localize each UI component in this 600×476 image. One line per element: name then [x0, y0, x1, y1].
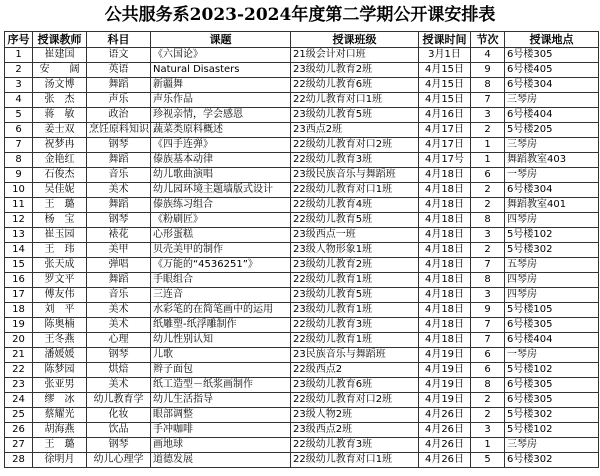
cell-class: 23级幼儿教育2班	[291, 63, 419, 78]
header-topic: 课题	[151, 32, 291, 48]
cell-location: 四琴房	[505, 273, 599, 288]
cell-index: 20	[5, 333, 33, 348]
cell-teacher: 王冬燕	[33, 333, 87, 348]
cell-class: 23西点2班	[291, 123, 419, 138]
cell-class: 22级幼儿教育5班	[291, 213, 419, 228]
cell-time: 4月26日	[419, 438, 471, 453]
cell-topic: 珍视亲情，学会感恩	[151, 108, 291, 123]
cell-topic: 《四手连弹》	[151, 138, 291, 153]
cell-period: 3	[471, 228, 505, 243]
cell-index: 22	[5, 363, 33, 378]
cell-location: 四琴房	[505, 213, 599, 228]
cell-index: 13	[5, 228, 33, 243]
cell-index: 18	[5, 303, 33, 318]
cell-subject: 美术	[87, 378, 151, 393]
cell-location: 5号楼102	[505, 363, 599, 378]
cell-time: 4月19日	[419, 363, 471, 378]
cell-period: 2	[471, 243, 505, 258]
cell-subject: 音乐	[87, 288, 151, 303]
table-row	[5, 78, 599, 93]
cell-period: 2	[471, 408, 505, 423]
cell-class: 22级西点2	[291, 363, 419, 378]
cell-subject: 幼儿心理学	[87, 453, 151, 468]
cell-location: 一琴房	[505, 168, 599, 183]
cell-index: 6	[5, 123, 33, 138]
cell-topic: 画地球	[151, 438, 291, 453]
cell-subject: 弹唱	[87, 258, 151, 273]
cell-teacher: 王 玮	[33, 243, 87, 258]
cell-teacher: 姜士双	[33, 123, 87, 138]
cell-period: 8	[471, 78, 505, 93]
cell-index: 17	[5, 288, 33, 303]
cell-location: 6号楼304	[505, 78, 599, 93]
cell-index: 4	[5, 93, 33, 108]
table-row	[5, 333, 599, 348]
cell-subject: 政治	[87, 108, 151, 123]
cell-class: 22级幼儿教育3班	[291, 318, 419, 333]
table-row	[5, 393, 599, 408]
cell-time: 4月26日	[419, 423, 471, 438]
cell-class: 23级幼儿教育5班	[291, 288, 419, 303]
cell-teacher: 张亚男	[33, 378, 87, 393]
cell-subject: 舞蹈	[87, 78, 151, 93]
cell-location: 三琴房	[505, 438, 599, 453]
cell-class: 22级幼儿教育对口1班	[291, 183, 419, 198]
cell-class: 23级人物2班	[291, 408, 419, 423]
cell-location: 6号楼305	[505, 393, 599, 408]
cell-subject: 饮品	[87, 423, 151, 438]
table-row	[5, 363, 599, 378]
cell-index: 26	[5, 423, 33, 438]
cell-location: 6号楼404	[505, 108, 599, 123]
table-row	[5, 153, 599, 168]
cell-teacher: 王 璐	[33, 438, 87, 453]
cell-period: 3	[471, 423, 505, 438]
cell-time: 4月17日	[419, 123, 471, 138]
cell-teacher: 崔建国	[33, 48, 87, 63]
cell-topic: 手眼组合	[151, 273, 291, 288]
cell-teacher: 石俊杰	[33, 168, 87, 183]
cell-period: 1	[471, 153, 505, 168]
cell-period: 8	[471, 378, 505, 393]
cell-class: 23民族音乐与舞蹈班	[291, 348, 419, 363]
cell-class: 22级幼儿教育4班	[291, 198, 419, 213]
table-row	[5, 138, 599, 153]
cell-class: 21级会计对口班	[291, 48, 419, 63]
cell-index: 10	[5, 183, 33, 198]
table-row	[5, 243, 599, 258]
cell-subject: 钢琴	[87, 138, 151, 153]
cell-teacher: 陈梦园	[33, 363, 87, 378]
cell-location: 6号楼304	[505, 183, 599, 198]
table-body	[5, 48, 599, 468]
cell-time: 4月18日	[419, 243, 471, 258]
cell-topic: 幼儿歌曲演唱	[151, 168, 291, 183]
cell-teacher: 金艳红	[33, 153, 87, 168]
cell-subject: 舞蹈	[87, 153, 151, 168]
cell-subject: 美甲	[87, 243, 151, 258]
cell-subject: 钢琴	[87, 348, 151, 363]
cell-time: 4月18日	[419, 168, 471, 183]
cell-subject: 烹饪原料知识	[87, 123, 151, 138]
cell-topic: 声乐作品	[151, 93, 291, 108]
cell-location: 一琴房	[505, 348, 599, 363]
cell-class: 23级幼儿教育1班	[291, 303, 419, 318]
cell-teacher: 缪 冰	[33, 393, 87, 408]
table-row	[5, 453, 599, 468]
cell-subject: 钢琴	[87, 438, 151, 453]
cell-period: 1	[471, 138, 505, 153]
cell-time: 4月18日	[419, 198, 471, 213]
cell-subject: 舞蹈	[87, 198, 151, 213]
cell-period: 6	[471, 168, 505, 183]
cell-location: 三琴房	[505, 138, 599, 153]
cell-teacher: 汤文博	[33, 78, 87, 93]
cell-teacher: 刘 平	[33, 303, 87, 318]
cell-subject: 烘焙	[87, 363, 151, 378]
cell-period: 7	[471, 318, 505, 333]
table-row	[5, 408, 599, 423]
cell-time: 4月19日	[419, 393, 471, 408]
table-row	[5, 93, 599, 108]
cell-subject: 舞蹈	[87, 273, 151, 288]
cell-index: 9	[5, 168, 33, 183]
cell-time: 4月16日	[419, 108, 471, 123]
cell-class: 23级西点一班	[291, 228, 419, 243]
cell-topic: 《万能的“4536251”》	[151, 258, 291, 273]
cell-time: 4月18日	[419, 318, 471, 333]
table-header	[5, 32, 599, 48]
cell-index: 11	[5, 198, 33, 213]
cell-topic: 《粉刷匠》	[151, 213, 291, 228]
cell-time: 4月18日	[419, 183, 471, 198]
cell-period: 2	[471, 123, 505, 138]
cell-teacher: 王 璐	[33, 198, 87, 213]
cell-teacher: 徐明月	[33, 453, 87, 468]
cell-topic: 水彩笔的在简笔画中的运用	[151, 303, 291, 318]
cell-class: 23级西点2班	[291, 423, 419, 438]
table-row	[5, 123, 599, 138]
cell-period: 2	[471, 393, 505, 408]
cell-time: 4月18日	[419, 228, 471, 243]
cell-topic: 辫子面包	[151, 363, 291, 378]
cell-teacher: 胡海燕	[33, 423, 87, 438]
cell-location: 5号楼302	[505, 408, 599, 423]
cell-period: 6	[471, 363, 505, 378]
cell-time: 4月15日	[419, 63, 471, 78]
table-row	[5, 438, 599, 453]
cell-index: 14	[5, 243, 33, 258]
table-row	[5, 318, 599, 333]
cell-subject: 声乐	[87, 93, 151, 108]
cell-subject: 美术	[87, 318, 151, 333]
cell-time: 4月18日	[419, 213, 471, 228]
cell-topic: 幼儿园环境主题墙版式设计	[151, 183, 291, 198]
cell-class: 22级幼儿教育3班	[291, 153, 419, 168]
cell-location: 6号楼305	[505, 378, 599, 393]
cell-topic: 眼部调整	[151, 408, 291, 423]
cell-subject: 心理	[87, 333, 151, 348]
cell-class: 23级人物形象1班	[291, 243, 419, 258]
cell-teacher: 陈奥楠	[33, 318, 87, 333]
cell-location: 5号楼105	[505, 303, 599, 318]
header-time: 授课时间	[419, 32, 471, 48]
cell-time: 4月19日	[419, 348, 471, 363]
cell-time: 4月18日	[419, 273, 471, 288]
header-row	[5, 32, 599, 48]
table-row	[5, 63, 599, 78]
cell-topic: Natural Disasters	[151, 63, 291, 78]
cell-location: 6号楼305	[505, 48, 599, 63]
cell-topic: 傣族基本动律	[151, 153, 291, 168]
cell-subject: 美术	[87, 303, 151, 318]
header-teacher: 授课教师	[33, 32, 87, 48]
cell-index: 21	[5, 348, 33, 363]
cell-teacher: 张天成	[33, 258, 87, 273]
cell-class: 22级幼儿教育对口2班	[291, 138, 419, 153]
table-row	[5, 183, 599, 198]
cell-index: 24	[5, 393, 33, 408]
cell-subject: 英语	[87, 63, 151, 78]
table-row	[5, 258, 599, 273]
cell-subject: 裱花	[87, 228, 151, 243]
table-row	[5, 378, 599, 393]
cell-index: 1	[5, 48, 33, 63]
cell-subject: 音乐	[87, 168, 151, 183]
cell-location: 6号楼302	[505, 453, 599, 468]
cell-location: 5号楼102	[505, 423, 599, 438]
table-row	[5, 228, 599, 243]
header-location: 授课地点	[505, 32, 599, 48]
cell-subject: 钢琴	[87, 213, 151, 228]
table-row	[5, 348, 599, 363]
cell-teacher: 潘媛媛	[33, 348, 87, 363]
cell-topic: 傣族练习组合	[151, 198, 291, 213]
cell-subject: 美术	[87, 183, 151, 198]
cell-period: 3	[471, 108, 505, 123]
cell-location: 四琴房	[505, 288, 599, 303]
cell-topic: 新疆舞	[151, 78, 291, 93]
cell-period: 6	[471, 348, 505, 363]
cell-time: 4月15日	[419, 78, 471, 93]
cell-topic: 贝壳美甲的制作	[151, 243, 291, 258]
cell-topic: 三连音	[151, 288, 291, 303]
cell-topic: 道德发展	[151, 453, 291, 468]
cell-period: 7	[471, 93, 505, 108]
cell-subject: 语文	[87, 48, 151, 63]
cell-index: 19	[5, 318, 33, 333]
cell-class: 22级幼儿教育6班	[291, 78, 419, 93]
cell-class: 22级幼儿教育3班	[291, 438, 419, 453]
cell-period: 5	[471, 453, 505, 468]
cell-index: 5	[5, 108, 33, 123]
table-row	[5, 108, 599, 123]
cell-index: 25	[5, 408, 33, 423]
cell-index: 16	[5, 273, 33, 288]
table-row	[5, 48, 599, 63]
cell-time: 4月17号	[419, 153, 471, 168]
table-row	[5, 288, 599, 303]
cell-topic: 纸工造型－纸浆画制作	[151, 378, 291, 393]
cell-topic: 儿歌	[151, 348, 291, 363]
cell-teacher: 蔡耀光	[33, 408, 87, 423]
cell-topic: 纸雕塑-纸浮雕制作	[151, 318, 291, 333]
cell-class: 23级民族音乐与舞蹈班	[291, 168, 419, 183]
cell-class: 23级幼儿教育2班	[291, 258, 419, 273]
cell-time: 4月26日	[419, 408, 471, 423]
cell-period: 8	[471, 213, 505, 228]
cell-index: 28	[5, 453, 33, 468]
cell-subject: 化妆	[87, 408, 151, 423]
cell-location: 5号楼205	[505, 123, 599, 138]
cell-subject: 幼儿教育学	[87, 393, 151, 408]
cell-time: 4月15日	[419, 93, 471, 108]
cell-period: 9	[471, 303, 505, 318]
cell-location: 6号楼404	[505, 333, 599, 348]
page-title: 公共服务系2023-2024年度第二学期公开课安排表	[104, 5, 496, 25]
cell-teacher: 安 阔	[33, 63, 87, 78]
cell-topic: 幼儿生活指导	[151, 393, 291, 408]
cell-teacher: 祝梦冉	[33, 138, 87, 153]
cell-topic: 幼儿性别认知	[151, 333, 291, 348]
header-subject: 科目	[87, 32, 151, 48]
cell-period: 7	[471, 258, 505, 273]
cell-time: 4月18日	[419, 303, 471, 318]
cell-class: 22级幼儿教育1班	[291, 273, 419, 288]
cell-class: 22级幼儿教育对口1班	[291, 453, 419, 468]
cell-time: 4月26日	[419, 453, 471, 468]
table-row	[5, 213, 599, 228]
header-period: 节次	[471, 32, 505, 48]
cell-teacher: 崔玉园	[33, 228, 87, 243]
cell-location: 三琴房	[505, 93, 599, 108]
cell-location: 五琴房	[505, 258, 599, 273]
cell-index: 23	[5, 378, 33, 393]
cell-index: 12	[5, 213, 33, 228]
cell-topic: 手冲咖啡	[151, 423, 291, 438]
cell-period: 9	[471, 63, 505, 78]
cell-period: 7	[471, 333, 505, 348]
cell-class: 23级幼儿教育6班	[291, 378, 419, 393]
cell-time: 4月18日	[419, 258, 471, 273]
cell-teacher: 蒋 敏	[33, 108, 87, 123]
cell-index: 2	[5, 63, 33, 78]
cell-period: 2	[471, 198, 505, 213]
table-row	[5, 273, 599, 288]
cell-index: 3	[5, 78, 33, 93]
table-row	[5, 423, 599, 438]
cell-location: 舞蹈教室401	[505, 198, 599, 213]
cell-index: 15	[5, 258, 33, 273]
header-index: 序号	[5, 32, 33, 48]
cell-period: 1	[471, 438, 505, 453]
cell-location: 5号楼302	[505, 243, 599, 258]
cell-location: 5号楼102	[505, 228, 599, 243]
cell-teacher: 张 杰	[33, 93, 87, 108]
table-row	[5, 303, 599, 318]
cell-time: 4月18日	[419, 333, 471, 348]
cell-period: 3	[471, 288, 505, 303]
cell-location: 6号楼305	[505, 318, 599, 333]
cell-period: 8	[471, 273, 505, 288]
cell-teacher: 杨 宝	[33, 213, 87, 228]
header-class: 授课班级	[291, 32, 419, 48]
cell-teacher: 傅友伟	[33, 288, 87, 303]
cell-time: 4月18日	[419, 288, 471, 303]
cell-topic: 蔬菜类原料概述	[151, 123, 291, 138]
cell-time: 4月19日	[419, 378, 471, 393]
cell-class: 23级幼儿教育5班	[291, 108, 419, 123]
table-row	[5, 198, 599, 213]
cell-index: 27	[5, 438, 33, 453]
cell-index: 8	[5, 153, 33, 168]
table-row	[5, 168, 599, 183]
cell-location: 舞蹈教室403	[505, 153, 599, 168]
cell-topic: 《六国论》	[151, 48, 291, 63]
cell-period: 4	[471, 48, 505, 63]
cell-teacher: 吴佳妮	[33, 183, 87, 198]
cell-class: 22级幼儿教育1班	[291, 333, 419, 348]
cell-topic: 心形蛋糕	[151, 228, 291, 243]
cell-class: 22级幼儿教育对口2班	[291, 393, 419, 408]
cell-class: 22幼儿教育对口1班	[291, 93, 419, 108]
cell-time: 3月1日	[419, 48, 471, 63]
cell-teacher: 罗文平	[33, 273, 87, 288]
cell-index: 7	[5, 138, 33, 153]
schedule-table	[4, 31, 599, 468]
cell-location: 6号楼405	[505, 63, 599, 78]
cell-period: 2	[471, 183, 505, 198]
cell-time: 4月17日	[419, 138, 471, 153]
